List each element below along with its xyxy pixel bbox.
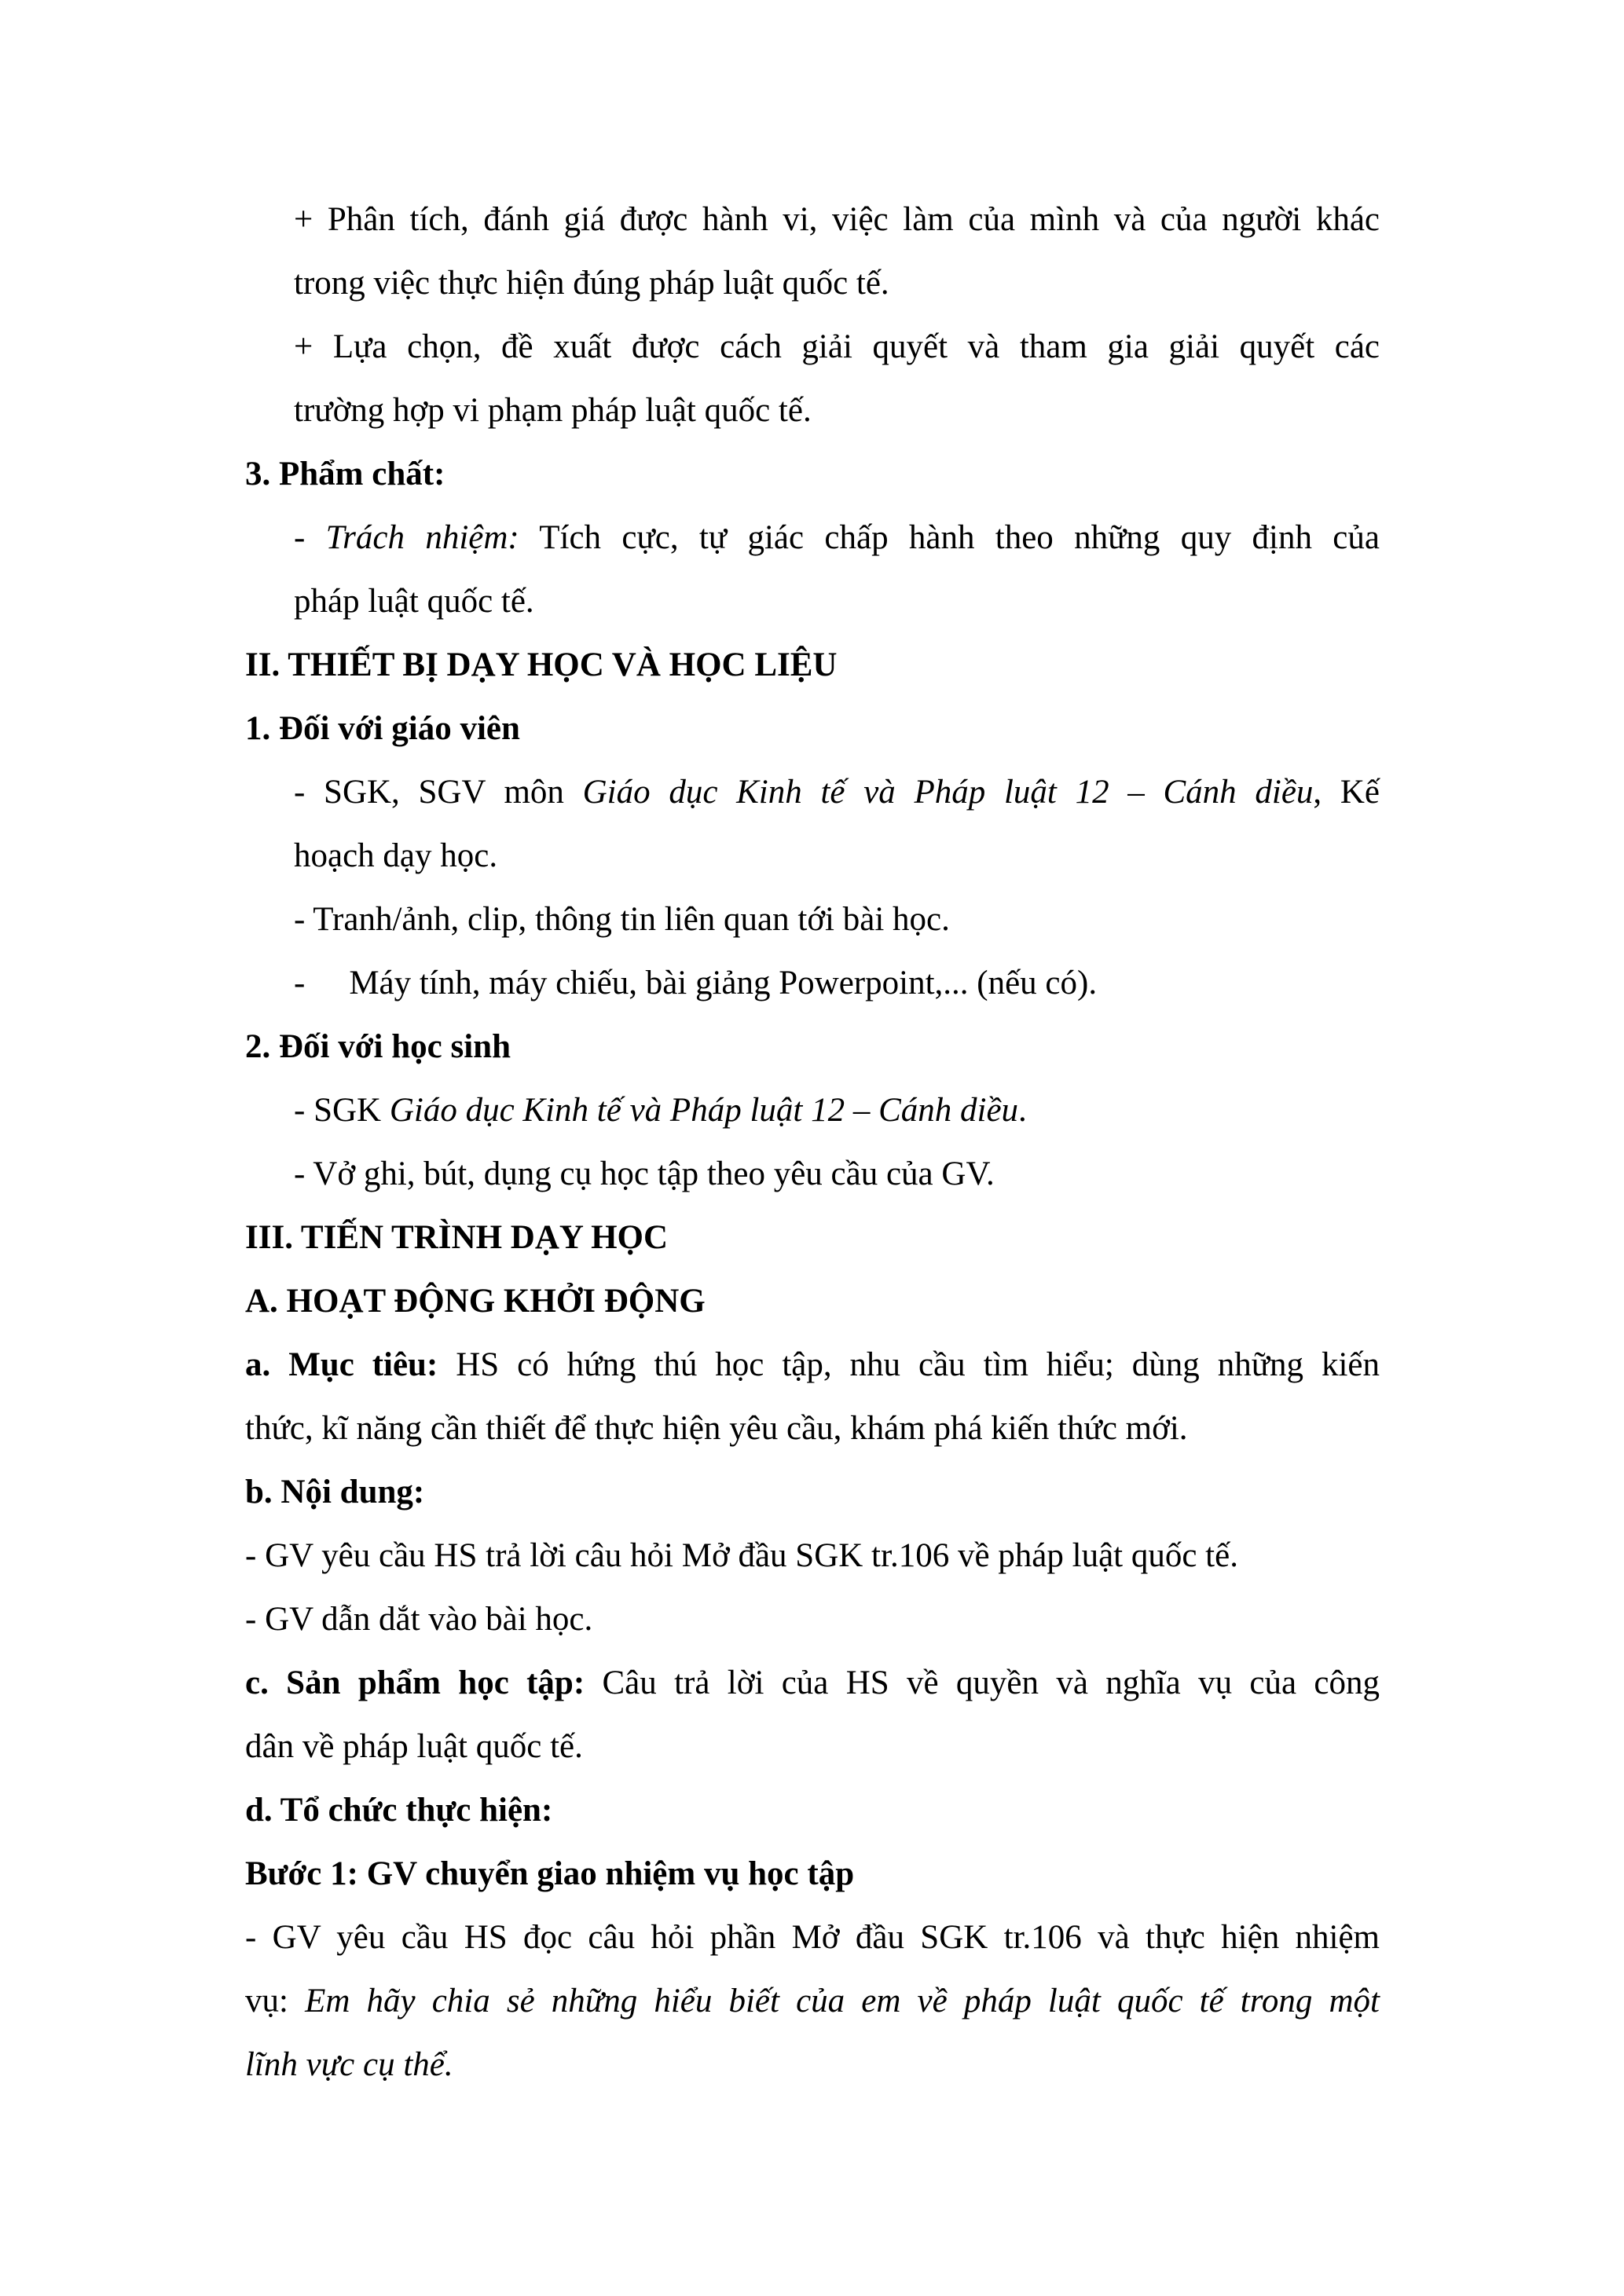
section-3-heading: III. TIẾN TRÌNH DẠY HỌC — [245, 1219, 669, 1256]
task-question: Em hãy chia sẻ những hiểu biết của em về pháp luật quốc tế trong một — [305, 1983, 1380, 2020]
teacher-item-1-line-1 — [294, 761, 1380, 824]
student-item-1-suffix: . — [1018, 1092, 1027, 1129]
task-line-1: - GV yêu cầu HS đọc câu hỏi phần Mở đầu SGK tr.106 và thực hiện nhiệm — [245, 1919, 1380, 1956]
ability-item-1-line-1: + Phân tích, đánh giá được hành vi, việc làm của mình và của người khác — [294, 201, 1380, 238]
content-line-2: - GV dẫn dắt vào bài học. — [245, 1601, 593, 1638]
product-label: c. Sản phẩm học tập: — [245, 1664, 585, 1701]
teacher-item-3-dash: - — [294, 965, 306, 1002]
student-item-1-prefix: - SGK — [294, 1092, 390, 1129]
student-item-2: - Vở ghi, bút, dụng cụ học tập theo yêu cầu của GV. — [294, 1155, 995, 1192]
objective-label: a. Mục tiêu: — [245, 1346, 438, 1383]
student-heading: 2. Đối với học sinh — [245, 1028, 511, 1065]
content-line-1: - GV yêu cầu HS trả lời câu hỏi Mở đầu SGK tr.106 về pháp luật quốc tế. — [245, 1537, 1238, 1574]
teacher-item-1-suffix: , Kế — [1313, 774, 1380, 811]
qualities-item-line-1 — [294, 507, 1380, 569]
task-line-2 — [245, 1970, 1380, 2033]
product-text: Câu trả lời của HS về quyền và nghĩa vụ của công — [585, 1664, 1380, 1701]
product-line-1 — [245, 1652, 1380, 1715]
activity-a-heading: A. HOẠT ĐỘNG KHỞI ĐỘNG — [245, 1283, 706, 1320]
qualities-heading: 3. Phẩm chất: — [245, 456, 445, 493]
teacher-item-1-line-2: hoạch dạy học. — [294, 837, 498, 874]
teacher-heading: 1. Đối với giáo viên — [245, 710, 520, 747]
ability-item-2-line-1: + Lựa chọn, đề xuất được cách giải quyết và tham gia giải quyết các — [294, 328, 1380, 365]
ability-item-2-line-2: trường hợp vi phạm pháp luật quốc tế. — [294, 392, 812, 429]
teacher-item-3-text: Máy tính, máy chiếu, bài giảng Powerpoint,... (nếu có). — [349, 965, 1098, 1002]
teacher-item-1-prefix: - SGK, SGV môn — [294, 774, 583, 811]
qualities-dash: - — [294, 519, 326, 556]
objective-line-2: thức, kĩ năng cần thiết để thực hiện yêu cầu, khám phá kiến thức mới. — [245, 1410, 1188, 1447]
teacher-item-3 — [294, 952, 1380, 1015]
qualities-item-line-2: pháp luật quốc tế. — [294, 583, 534, 620]
student-item-1-book: Giáo dục Kinh tế và Pháp luật 12 – Cánh diều — [389, 1092, 1019, 1129]
task-line-2-prefix: vụ: — [245, 1983, 306, 2020]
product-line-2: dân về pháp luật quốc tế. — [245, 1728, 583, 1765]
teacher-item-2: - Tranh/ảnh, clip, thông tin liên quan tới bài học. — [294, 901, 950, 938]
teacher-item-1-book: Giáo dục Kinh tế và Pháp luật 12 – Cánh diều — [582, 774, 1314, 811]
qualities-text: Tích cực, tự giác chấp hành theo những quy định của — [519, 519, 1380, 556]
ability-item-1-line-2: trong việc thực hiện đúng pháp luật quốc tế. — [294, 265, 889, 302]
step-1-heading: Bước 1: GV chuyển giao nhiệm vụ học tập — [245, 1855, 855, 1892]
qualities-label: Trách nhiệm: — [325, 519, 519, 556]
section-2-heading: II. THIẾT BỊ DẠY HỌC VÀ HỌC LIỆU — [245, 646, 838, 683]
objective-line-1 — [245, 1334, 1380, 1397]
task-line-3: lĩnh vực cụ thể. — [245, 2046, 453, 2083]
content-label: b. Nội dung: — [245, 1474, 425, 1511]
objective-text: HS có hứng thú học tập, nhu cầu tìm hiểu; dùng những kiến — [438, 1346, 1380, 1383]
student-item-1 — [294, 1079, 1380, 1142]
organization-label: d. Tổ chức thực hiện: — [245, 1792, 553, 1829]
